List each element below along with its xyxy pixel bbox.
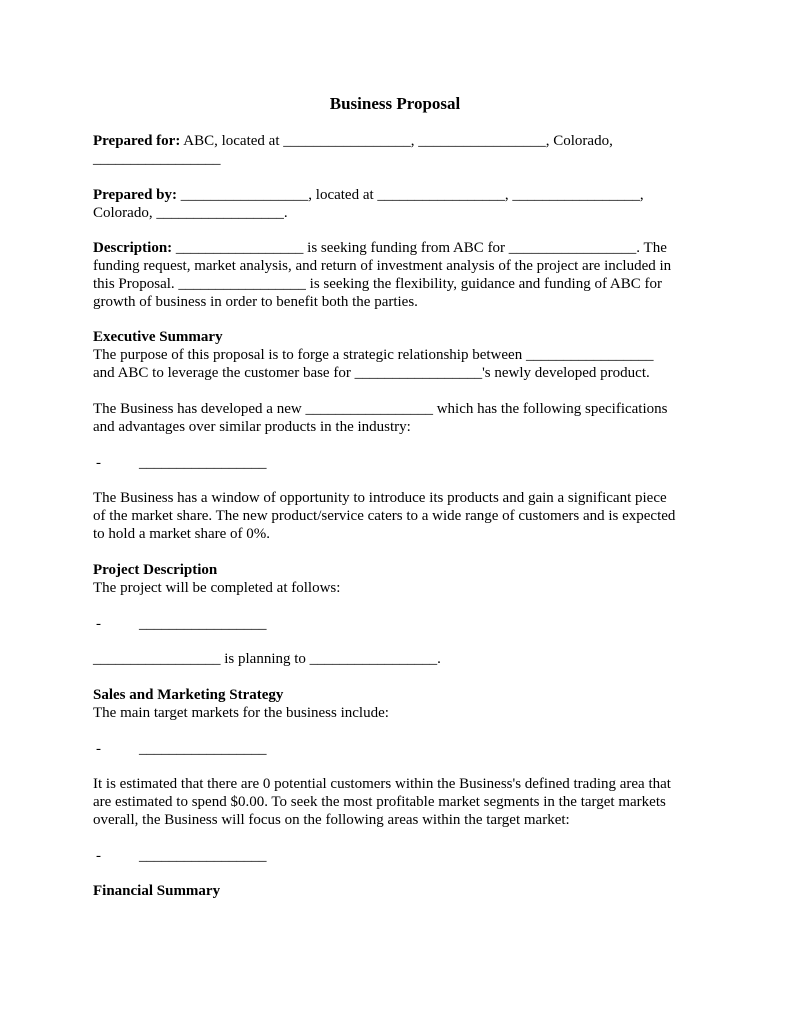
- bullet-dash: -: [96, 616, 101, 632]
- exec-p1-line2: and ABC to leverage the customer base for _________________'s newly developed product.: [93, 365, 650, 381]
- description-line1: [93, 239, 705, 257]
- sales-marketing-section: [93, 686, 705, 722]
- prepared-for-line2: _________________: [93, 151, 221, 167]
- project-planning-line: _________________ is planning to _________________.: [93, 651, 441, 667]
- bullet-blank: _________________: [139, 455, 267, 471]
- sales-p2-line3: overall, the Business will focus on the following areas within the target market:: [93, 812, 570, 828]
- sales-paragraph-2: [93, 775, 705, 829]
- prepared-for-text: ABC, located at _________________, _________________, Colorado,: [180, 133, 613, 149]
- exec-p1-line1: The purpose of this proposal is to forge a strategic relationship between _________________: [93, 347, 654, 363]
- financial-summary-heading: Financial Summary: [93, 883, 221, 899]
- description-line4: growth of business in order to benefit both the parties.: [93, 294, 418, 310]
- project-description-heading: Project Description: [93, 562, 218, 578]
- executive-summary-section: [93, 328, 705, 382]
- executive-summary-heading: Executive Summary: [93, 329, 223, 345]
- exec-p2-line2: and advantages over similar products in the industry:: [93, 419, 411, 435]
- prepared-for-line1: [93, 132, 705, 150]
- sales-p2-line2: are estimated to spend $0.00. To seek the most profitable market segments in the target markets: [93, 794, 666, 810]
- exec-bullet-item: [93, 454, 705, 472]
- description-section: [93, 239, 705, 311]
- exec-paragraph-2: [93, 400, 705, 436]
- prepared-by-label: Prepared by:: [93, 187, 178, 203]
- bullet-dash: -: [96, 848, 101, 864]
- bullet-blank: _________________: [139, 616, 267, 632]
- exec-p3-line1: The Business has a window of opportunity to introduce its products and gain a significant piece: [93, 490, 667, 506]
- project-description-section: [93, 561, 705, 597]
- financial-summary-section: [93, 882, 705, 900]
- sales-marketing-heading: Sales and Marketing Strategy: [93, 687, 284, 703]
- description-label: Description:: [93, 240, 173, 256]
- sales-bullet-item-1: [93, 740, 705, 758]
- prepared-for-section: [93, 132, 705, 168]
- exec-paragraph-3: [93, 489, 705, 543]
- bullet-dash: -: [96, 455, 101, 471]
- description-line2: funding request, market analysis, and return of investment analysis of the project are included in: [93, 258, 672, 274]
- project-bullet-item: [93, 615, 705, 633]
- bullet-dash: -: [96, 741, 101, 757]
- sales-line1: The main target markets for the business include:: [93, 705, 389, 721]
- prepared-by-line1: [93, 186, 705, 204]
- prepared-by-section: [93, 186, 705, 222]
- prepared-by-line2: Colorado, _________________.: [93, 205, 288, 221]
- sales-bullet-item-2: [93, 847, 705, 865]
- bullet-blank: _________________: [139, 848, 267, 864]
- sales-p2-line1: It is estimated that there are 0 potential customers within the Business's defined trading area that: [93, 776, 671, 792]
- description-line3: this Proposal. _________________ is seeking the flexibility, guidance and funding of ABC for: [93, 276, 662, 292]
- exec-p3-line2: of the market share. The new product/service caters to a wide range of customers and is expected: [93, 508, 676, 524]
- prepared-by-text: _________________, located at _________________, _________________,: [177, 187, 644, 203]
- description-text: _________________ is seeking funding from ABC for _________________. The: [172, 240, 667, 256]
- exec-p3-line3: to hold a market share of 0%.: [93, 526, 271, 542]
- prepared-for-label: Prepared for:: [93, 133, 181, 149]
- exec-p2-line1: The Business has developed a new _________________ which has the following specifications: [93, 401, 668, 417]
- page-title: Business Proposal: [329, 94, 461, 113]
- bullet-blank: _________________: [139, 741, 267, 757]
- project-line1: The project will be completed at follows:: [93, 580, 341, 596]
